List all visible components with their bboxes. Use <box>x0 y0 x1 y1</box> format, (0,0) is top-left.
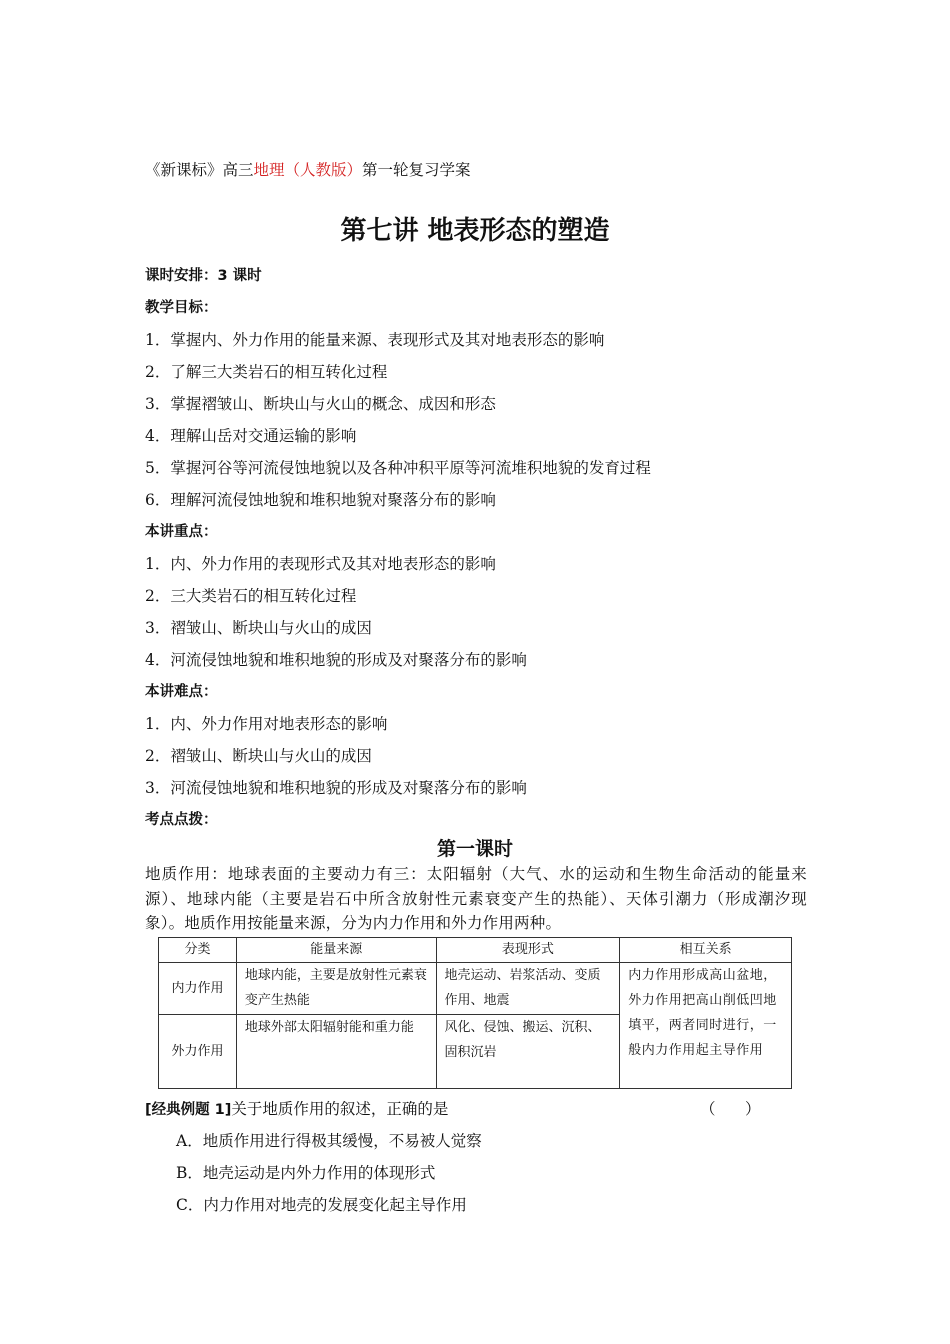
page-title: 第七讲 地表形态的塑造 <box>340 216 610 246</box>
option-c: C．内力作用对地壳的发展变化起主导作用 <box>176 1196 467 1214</box>
difficult-point-item: 2．褶皱山、断块山与火山的成因 <box>145 747 372 765</box>
example-question-text: 关于地质作用的叙述，正确的是 <box>231 1100 449 1118</box>
example-label: [经典例题 1] <box>145 1102 232 1118</box>
goal-item: 6．理解河流侵蚀地貌和堆积地貌对聚落分布的影响 <box>145 491 496 509</box>
row-forms: 地壳运动、岩浆活动、变质作用、地震 <box>436 963 620 1015</box>
table-header-row <box>159 938 792 963</box>
goals-heading: 教学目标： <box>145 300 218 316</box>
goal-item: 1．掌握内、外力作用的能量来源、表现形式及其对地表形态的影响 <box>145 331 605 349</box>
schedule: 课时安排：3 课时 <box>145 268 262 284</box>
answer-parentheses: （ ） <box>700 1100 761 1118</box>
key-point-item: 4．河流侵蚀地貌和堆积地貌的形成及对聚落分布的影响 <box>145 651 527 669</box>
difficult-point-item: 3．河流侵蚀地貌和堆积地貌的形成及对聚落分布的影响 <box>145 779 527 797</box>
header-prefix: 《新课标》高三 <box>145 161 254 179</box>
relation-cell: 内力作用形成高山盆地，外力作用把高山削低凹地填平，两者同时进行，一般内力作用起主导作用 <box>620 963 792 1089</box>
difficult-points-heading: 本讲难点： <box>145 684 218 700</box>
header-subject: 地理（人教版） <box>253 161 363 179</box>
lesson-title: 第一课时 <box>436 838 513 860</box>
row-category: 内力作用 <box>159 963 237 1015</box>
table-header-cell: 表现形式 <box>436 938 620 963</box>
key-point-item: 3．褶皱山、断块山与火山的成因 <box>145 619 372 637</box>
geologic-process-table <box>158 937 792 1089</box>
document-header <box>145 160 471 180</box>
row-category: 外力作用 <box>159 1015 237 1089</box>
goal-item: 2．了解三大类岩石的相互转化过程 <box>145 363 388 381</box>
option-b: B．地壳运动是内外力作用的体现形式 <box>176 1164 436 1182</box>
table-header-cell: 分类 <box>159 938 237 963</box>
key-point-item: 2．三大类岩石的相互转化过程 <box>145 587 357 605</box>
key-point-item: 1．内、外力作用的表现形式及其对地表形态的影响 <box>145 555 496 573</box>
intro-paragraph: 地质作用：地球表面的主要动力有三：太阳辐射（大气、水的运动和生物生命活动的能量来源）、地球内能（主要是岩石中所含放射性元素衰变产生的热能）、天体引潮力（形成潮汐现象）。地质作用按能量来源，分为内力作用和外力作用两种。 <box>145 865 807 932</box>
goal-item: 5．掌握河谷等河流侵蚀地貌以及各种冲积平原等河流堆积地貌的发育过程 <box>145 459 651 477</box>
row-forms: 风化、侵蚀、搬运、沉积、固积沉岩 <box>436 1015 620 1089</box>
table-header-cell: 能量来源 <box>236 938 436 963</box>
tips-heading: 考点点拨： <box>145 812 218 828</box>
option-a: A．地质作用进行得极其缓慢，不易被人觉察 <box>176 1132 482 1150</box>
difficult-point-item: 1．内、外力作用对地表形态的影响 <box>145 715 388 733</box>
row-energy: 地球外部太阳辐射能和重力能 <box>236 1015 436 1089</box>
row-energy: 地球内能，主要是放射性元素衰变产生热能 <box>236 963 436 1015</box>
goal-item: 3．掌握褶皱山、断块山与火山的概念、成因和形态 <box>145 395 496 413</box>
table-header-cell: 相互关系 <box>620 938 792 963</box>
key-points-heading: 本讲重点： <box>145 524 218 540</box>
goal-item: 4．理解山岳对交通运输的影响 <box>145 427 357 445</box>
table-row <box>159 963 792 1015</box>
header-suffix: 第一轮复习学案 <box>362 161 471 179</box>
example-question <box>145 1099 448 1120</box>
